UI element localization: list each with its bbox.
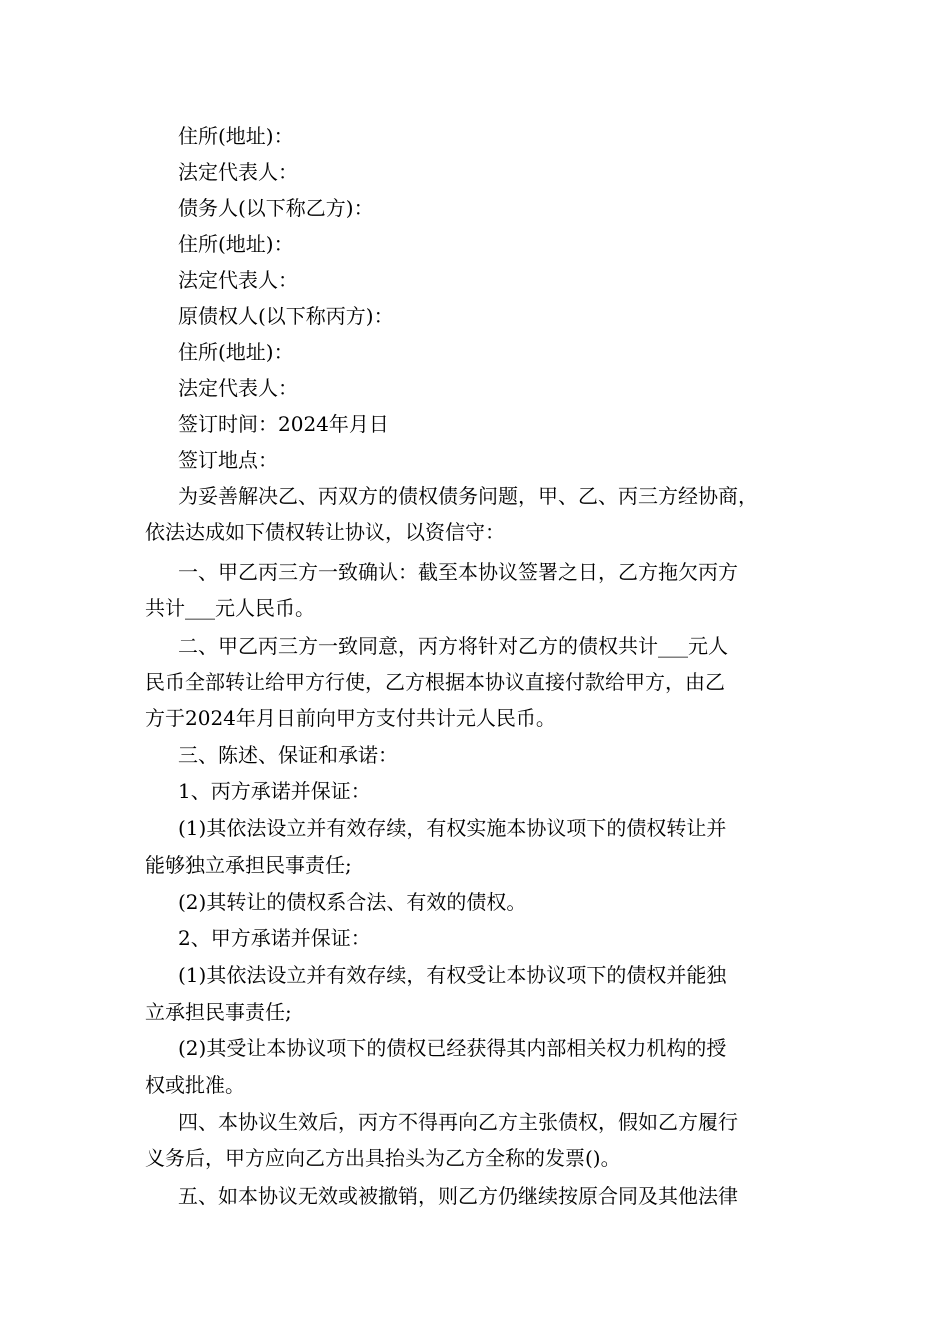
text-line: 义务后，甲方应向乙方出具抬头为乙方全称的发票()。 (145, 1146, 621, 1170)
text-line: (2)其受让本协议项下的债权已经获得其内部相关权力机构的授 (178, 1036, 727, 1060)
text-line: 签订地点： (178, 448, 278, 472)
text-line: 债务人(以下称乙方)： (178, 196, 374, 220)
text-line: 为妥善解决乙、丙双方的债权债务问题，甲、乙、丙三方经协商， (178, 484, 758, 508)
text-line: 2、甲方承诺并保证： (178, 926, 371, 950)
text-line: (1)其依法设立并有效存续，有权实施本协议项下的债权转让并 (178, 816, 727, 840)
text-line: 共计___元人民币。 (145, 596, 315, 620)
text-line: 二、甲乙丙三方一致同意，丙方将针对乙方的债权共计___元人 (178, 634, 728, 658)
text-line: 住所(地址)： (178, 124, 294, 148)
text-line: 签订时间：2024年月日 (178, 412, 389, 436)
text-line: 能够独立承担民事责任; (145, 853, 352, 877)
text-line: 住所(地址)： (178, 232, 294, 256)
text-line: 三、陈述、保证和承诺： (178, 743, 398, 767)
text-line: 一、甲乙丙三方一致确认：截至本协议签署之日，乙方拖欠丙方 (178, 560, 738, 584)
text-line: 法定代表人： (178, 268, 298, 292)
text-line: 方于2024年月日前向甲方支付共计元人民币。 (145, 706, 556, 730)
text-line: 住所(地址)： (178, 340, 294, 364)
text-line: (1)其依法设立并有效存续，有权受让本协议项下的债权并能独 (178, 963, 727, 987)
text-line: 法定代表人： (178, 376, 298, 400)
text-line: 五、如本协议无效或被撤销，则乙方仍继续按原合同及其他法律 (178, 1184, 738, 1208)
text-line: 权或批准。 (145, 1073, 245, 1097)
text-line: 原债权人(以下称丙方)： (178, 304, 394, 328)
text-line: 法定代表人： (178, 160, 298, 184)
text-line: 1、丙方承诺并保证： (178, 779, 371, 803)
text-line: 依法达成如下债权转让协议，以资信守： (145, 520, 505, 544)
text-line: 立承担民事责任; (145, 1000, 292, 1024)
text-line: (2)其转让的债权系合法、有效的债权。 (178, 890, 527, 914)
text-line: 民币全部转让给甲方行使，乙方根据本协议直接付款给甲方，由乙 (145, 670, 725, 694)
text-line: 四、本协议生效后，丙方不得再向乙方主张债权，假如乙方履行 (178, 1110, 738, 1134)
